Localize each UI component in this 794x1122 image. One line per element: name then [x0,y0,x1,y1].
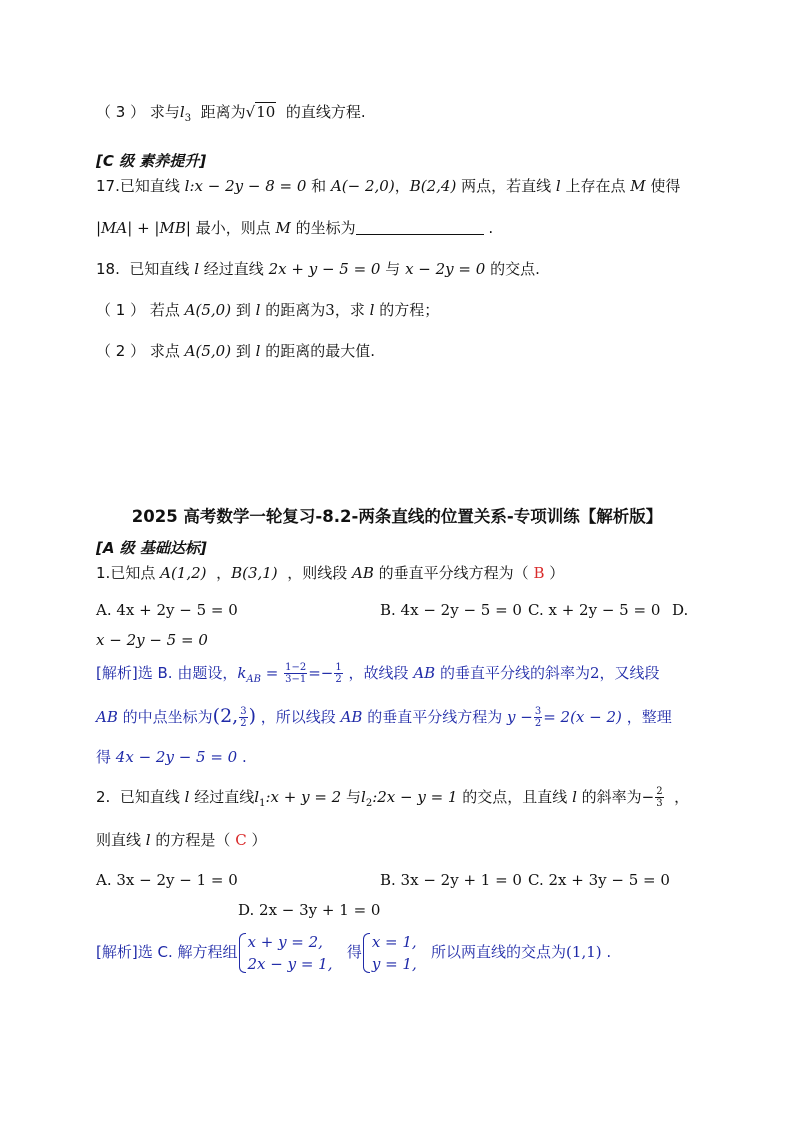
q2-stem-line2: 则直线 l 的方程是（ C ） [96,831,267,849]
answer-letter: C [235,831,247,849]
q16-part3: （ 3 ） 求与$l_3$ 距离为√10 的直线方程. [96,103,366,124]
q1-option-d: x − 2y − 5 = 0 [96,631,208,649]
q1-option-c: C. x + 2y − 5 = 0 [528,601,661,619]
q18-part1: （ 1 ） 若点 A(5,0) 到 l 的距离为3，求 l 的方程； [96,301,440,319]
q1-option-b: B. 4x − 2y − 5 = 0 [380,601,522,619]
q2-option-b: B. 3x − 2y + 1 = 0 [380,871,522,889]
q1-option-d-label: D. [672,601,689,619]
section-c-level: [C 级 素养提升] [96,152,207,170]
q17-line1: 17.已知直线 l:x − 2y − 8 = 0 和 A(− 2,0)，B(2,4) 两点，若直线 l 上存在点 M 使得 [96,177,681,195]
page-title: 2025 高考数学一轮复习-8.2-两条直线的位置关系-专项训练【解析版】 [131,507,663,526]
answer-letter: B [533,564,545,582]
solution1-line3: 得 4x − 2y − 5 = 0 . [96,748,247,766]
solution2: [解析]选 C. 解方程组 x + y = 2, 2x − y = 1, 得 x = 1, y = 1, 所以两直线的交点为(1,1) . [96,932,612,973]
equation-system: x + y = 2, 2x − y = 1, [238,931,333,975]
q18-part2: （ 2 ） 求点 A(5,0) 到 l 的距离的最大值. [96,342,376,360]
q2-option-d: D. 2x − 3y + 1 = 0 [238,901,381,919]
q1-stem: 1.已知点 A(1,2) ，B(3,1) ，则线段 AB 的垂直平分线方程为（ B ） [96,564,565,582]
q2-stem-line1: 2. 已知直线 l 经过直线$l_1:x + y = 2$ 与$l_2:2x - y = 1$ 的交点，且直线 l 的斜率为− $\frac{2}{3}$ ， [96,786,690,809]
section-a-level: [A 级 基础达标] [96,539,207,557]
q2-option-c: C. 2x + 3y − 5 = 0 [528,871,670,889]
solution-system: x = 1, y = 1, [362,931,417,975]
solution1-line2: AB 的中点坐标为(2, $\frac{3}{2}$ ) ，所以线段 AB 的垂直平分线方程为 y − $\frac{3}{2}$ = 2(x − 2) ，整理 [96,705,672,729]
solution1-line1: [解析]选 B. 由题设，$k_{AB}$ = $\frac{1-2}{3-1}$ =− $\frac{1}{2}$ ，故线段 AB 的垂直平分线的斜率为2，又线段 [96,662,660,685]
q1-option-a: A. 4x + 2y − 5 = 0 [96,601,238,619]
answer-blank[interactable] [356,220,484,235]
q17-line2: |MA| + |MB| 最小，则点 M 的坐标为 . [96,219,494,237]
sqrt-symbol: √10 [245,103,276,121]
q2-option-a: A. 3x − 2y − 1 = 0 [96,871,238,889]
q18-stem: 18. 已知直线 l 经过直线 2x + y − 5 = 0 与 x − 2y = 0 的交点. [96,260,540,278]
